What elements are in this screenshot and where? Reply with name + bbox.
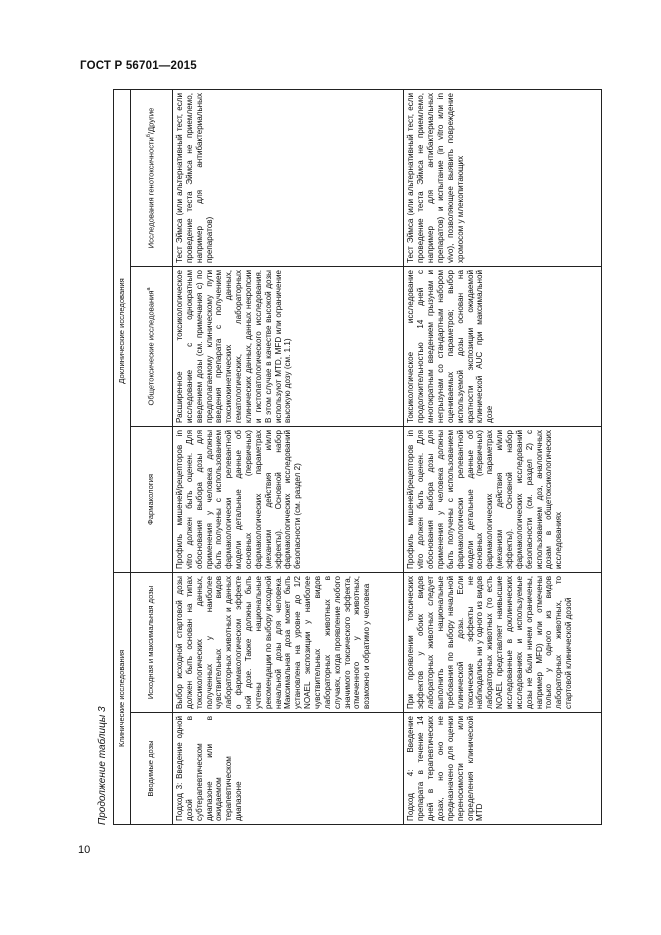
table-row bbox=[404, 89, 602, 824]
col-header-dose: Вводимые дозы bbox=[131, 713, 173, 825]
geno-footnote-mark: б bbox=[146, 134, 153, 138]
dose-selection-table bbox=[113, 89, 602, 825]
cell-toxicology: Токсикологическое исследование продолжительностью 14 дней с многократным введением грызунам и негрызунам со стандартным набором оцениваемых параметров; выбор используемой дозы основан на кратности экспозиции ожидаемой клинической AUC при максимальной дозе bbox=[404, 266, 602, 426]
column-header-row bbox=[131, 89, 173, 824]
table-row bbox=[173, 89, 404, 824]
document-id: ГОСТ Р 56701—2015 bbox=[80, 60, 197, 72]
cell-dose: Подход 3: Введение одной дозой в субтерапевтическом диапазоне или в ожидаемом терапевтическом диапазоне bbox=[173, 713, 404, 825]
cell-pharmacology: Профиль мишеней/рецепторов in vitro должен быть оценен. Для обоснования выбора дозы для применения у человека должны быть получены с использованием фармакологически релевантной модели детальные данные об основных (первичных) фармакологических параметрах (механизм действия и/или эффекты). Основной набор фармакологических исследований безопасности (см. раздел 2) bbox=[173, 426, 404, 572]
col-header-toxicology bbox=[131, 266, 173, 426]
geno-header-tail: /Другие bbox=[146, 107, 156, 135]
cell-pharmacology: Профиль мишеней/рецепторов in vitro должен быть оценен. Для обоснования выбора дозы для применения у человека должны быть получены с использованием фармакологически релевантной модели детальные данные об основных (первичных) фармакологических параметрах (механизм действия и/или эффекты). Основной набор фармакологических исследований безопасности (см. раздел 2) с использованием доз, аналогичных дозам в общетоксикологических исследованиях bbox=[404, 426, 602, 572]
cell-genotoxicity: Тест Эймса (или альтернативный тест, если проведение теста Эймса не приемлемо, например для антибактериальных препаратов) и испытание (in vitro или in vivo), позволяющее выявить повреждение хромосом у млекопитающих bbox=[404, 89, 602, 266]
col-header-genotoxicity bbox=[131, 89, 173, 266]
cell-toxicology: Расширенное токсикологическое исследование с однократным введением дозы (см. примечания с) по предполагаемому клиническому пути введения препарата с получением токсикокинетических данных, гематологических, лабораторных клинических данных, данных некропсии и гистопатологического исследования. В этом случае в качестве высокой дозы используют MTD, MFD или ограничение высокую дозу (см. 1.1) bbox=[173, 266, 404, 426]
rotated-table-content bbox=[97, 90, 602, 825]
col-header-pharmacology: Фармакология bbox=[131, 426, 173, 572]
group-header-row bbox=[114, 89, 131, 824]
clinical-group-header: Клинические исследования bbox=[114, 572, 131, 824]
page-number: 10 bbox=[78, 844, 91, 856]
cell-genotoxicity: Тест Эймса (или альтернативный тест, если проведение теста Эймса не приемлемо, например для антибактериальных препаратов) bbox=[173, 89, 404, 266]
cell-dose: Подход 4: Введение препарата в течение 14 дней в терапевтических дозах, но оно не предназначено для оценки переносимости или определения клинической MTD bbox=[404, 713, 602, 825]
col-header-start-max: Исходная и максимальная дозы bbox=[131, 572, 173, 712]
cell-start-max: Выбор исходной стартовой дозы должен быть основан на типах токсикологических данных, полученных у наиболее чувствительных видов лабораторных животных и данных о фармакологическом эффекте ной дозе. Также должны быть учтены национальные рекомендации по выбору исходной начальной дозы для человека. Максимальная доза может быть установлена на уровне до 1/2 NOAEL экспозиции у наиболее чувствительных видов лабораторных животных в случаях, когда проявление любого значимого токсического эффекта, отмеченного у животных, возможно и обратимо у человека bbox=[173, 572, 404, 712]
geno-header-text: Исследования генотоксичности bbox=[146, 137, 156, 249]
cell-start-max: При проявлении токсических эффектов у обоих видов лабораторных животных следует выполнить национальные требования по выбору начальной клинической дозы. Если токсические эффекты не наблюдались ни у одного из видов лабораторных животных (то есть NOAEL представляет наивысшие исследованные в доклинических исследованиях и используемые дозы не были ничем ограничены, например MFD) или отмечены только у одного из видов лабораторных животных, то стартовой клинической дозой bbox=[404, 572, 602, 712]
tox-header-text: Общетоксические исследования bbox=[146, 290, 156, 406]
table-caption: Продолжение таблицы 3 bbox=[97, 706, 108, 825]
tox-footnote-mark: а bbox=[146, 287, 153, 291]
preclinical-group-header: Доклинические исследования bbox=[114, 89, 131, 572]
rotated-table-region bbox=[97, 90, 602, 825]
